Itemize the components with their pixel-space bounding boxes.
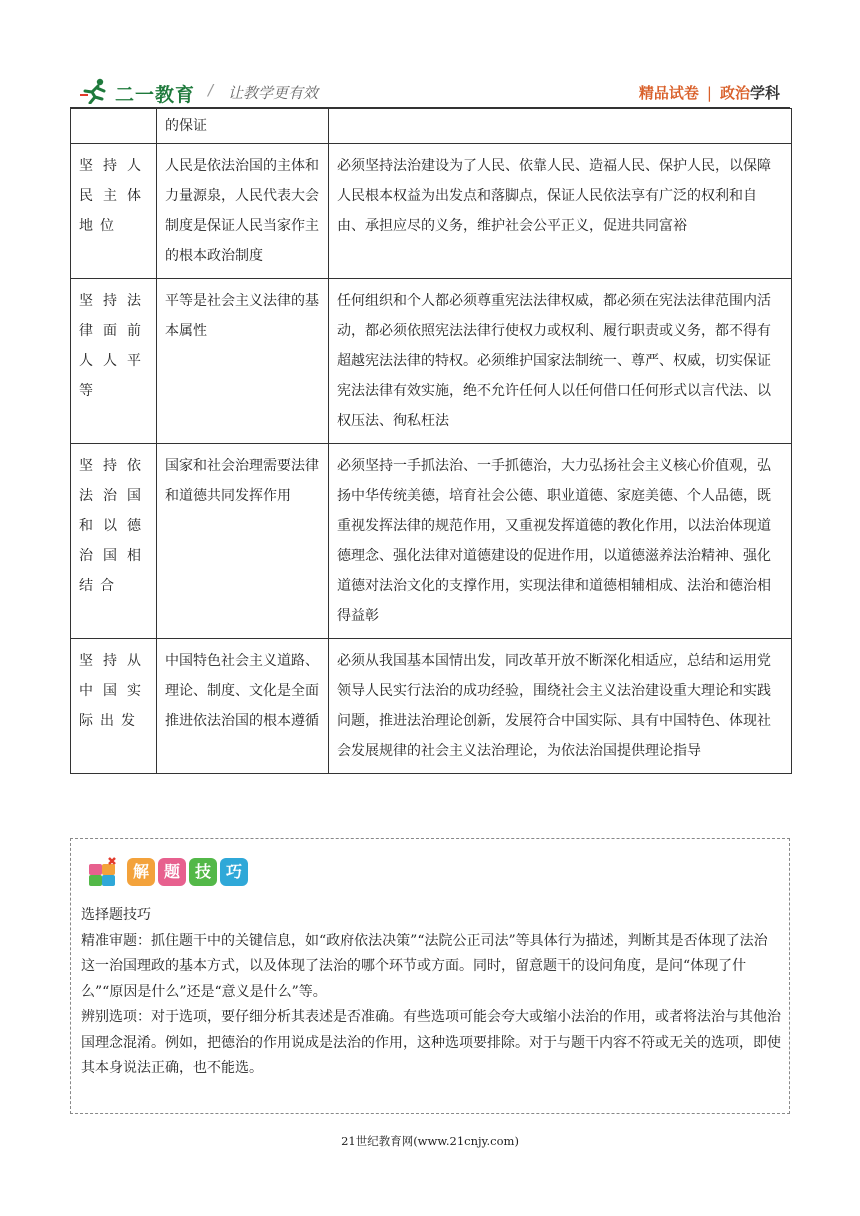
requirement-cell [329, 109, 792, 144]
principle-cell [71, 109, 157, 144]
basis-cell: 的保证 [157, 109, 329, 144]
basis-cell: 人民是依法治国的主体和力量源泉，人民代表大会制度是保证人民当家作主的根本政治制度 [157, 144, 329, 279]
runner-logo-icon [80, 78, 110, 104]
paper-type: 精品试卷 [638, 84, 699, 102]
puzzle-icon [87, 856, 121, 888]
table-row [71, 444, 792, 639]
subject-accent: 政治 [719, 84, 750, 102]
subject-rest: 学科 [749, 84, 780, 102]
requirement-cell: 必须坚持一手抓法治、一手抓德治，大力弘扬社会主义核心价值观，弘扬中华传统美德，培育社会公德、职业道德、家庭美德、个人品德，既重视发挥法律的规范作用，又重视发挥道德的教化作用，以法治体现道德理念、强化法律对道德建设的促进作用，以道德滋养法治精神、强化道德对法治文化的支撑作用，实现法律和道德相辅相成、法治和德治相得益彰 [329, 444, 792, 639]
requirement-cell: 必须从我国基本国情出发，同改革开放不断深化相适应，总结和运用党领导人民实行法治的成功经验，围绕社会主义法治建设重大理论和实践问题，推进法治理论创新，发展符合中国实际、具有中国特色、体现社会发展规律的社会主义法治理论，为依法治国提供理论指导 [329, 639, 792, 774]
brand-slogan: 让教学更有效 [228, 84, 319, 102]
header-slash: / [208, 81, 214, 99]
tips-paragraph-2: 辨别选项：对于选项，要仔细分析其表述是否准确。有些选项可能会夸大或缩小法治的作用，或者将法治与其他治国理念混淆。例如，把德治的作用说成是法治的作用，这种选项要排除。对于与题干内容不符或无关的选项，即使其本身说法正确，也不能选。 [81, 1009, 781, 1076]
badge-char-1: 解 [127, 858, 155, 886]
tips-box [70, 838, 790, 1114]
table-row [71, 639, 792, 774]
basis-cell: 中国特色社会主义道路、理论、制度、文化是全面推进依法治国的根本遵循 [157, 639, 329, 774]
requirement-cell: 必须坚持法治建设为了人民、依靠人民、造福人民、保护人民，以保障人民根本权益为出发点和落脚点，保证人民依法享有广泛的权利和自由、承担应尽的义务，维护社会公平正义，促进共同富裕 [329, 144, 792, 279]
page-footer: 21世纪教育网(www.21cnjy.com) [341, 1134, 519, 1148]
principle-cell: 坚持法律面前人人平等 [71, 279, 157, 444]
table-row [71, 109, 792, 144]
table-row [71, 279, 792, 444]
tips-paragraph-1: 精准审题：抓住题干中的关键信息，如“政府依法决策”“法院公正司法”等具体行为描述，判断其是否体现了法治这一治国理政的基本方式，以及体现了法治的哪个环节或方面。同时，留意题干的设问角度，是问“体现了什么”“原因是什么”还是“意义是什么”等。 [81, 932, 768, 1000]
basis-cell: 国家和社会治理需要法律和道德共同发挥作用 [157, 444, 329, 639]
page-header [0, 60, 860, 110]
tips-title: 选择题技巧 [81, 907, 151, 923]
badge-char-3: 技 [189, 858, 217, 886]
subject-tag [639, 82, 780, 103]
badge-char-2: 题 [158, 858, 186, 886]
table-row [71, 144, 792, 279]
tips-body [81, 903, 781, 1082]
principle-cell: 坚持从中国实际出发 [71, 639, 157, 774]
principle-cell: 坚持人民主体地位 [71, 144, 157, 279]
principles-table [70, 108, 792, 774]
principle-cell: 坚持依法治国和以德治国相结合 [71, 444, 157, 639]
brand-name: 二一教育 [115, 84, 196, 106]
basis-cell: 平等是社会主义法律的基本属性 [157, 279, 329, 444]
tag-separator: | [706, 84, 712, 102]
badge-char-4: 巧 [220, 858, 248, 886]
requirement-cell: 任何组织和个人都必须尊重宪法法律权威，都必须在宪法法律范围内活动，都必须依照宪法法律行使权力或权利、履行职责或义务，都不得有超越宪法法律的特权。必须维护国家法制统一、尊严、权威，切实保证宪法法律有效实施，绝不允许任何人以任何借口任何形式以言代法、以权压法、徇私枉法 [329, 279, 792, 444]
tips-badge [87, 855, 251, 889]
